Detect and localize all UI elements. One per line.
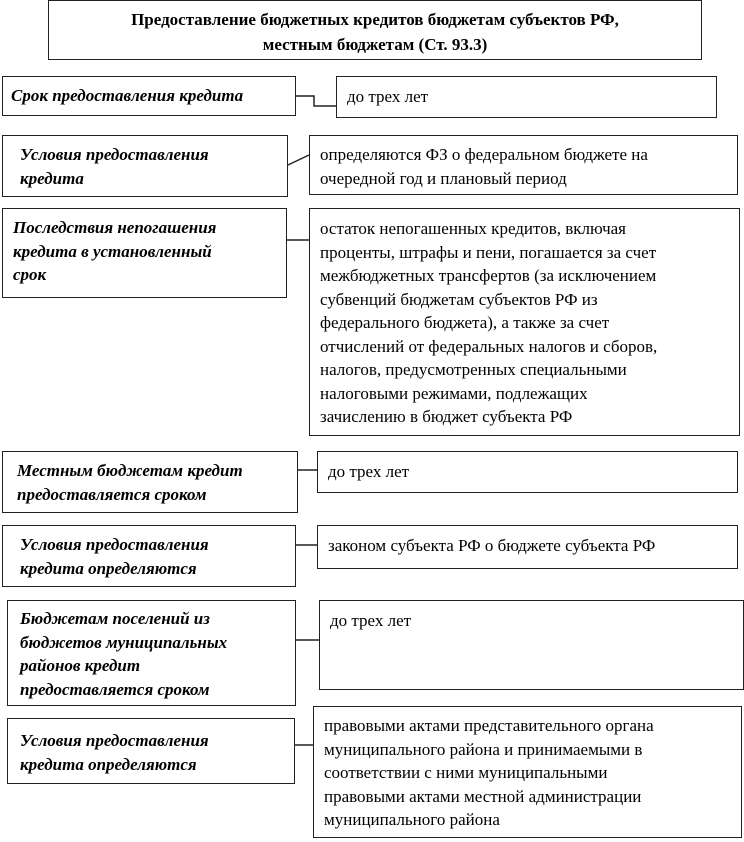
value-line: межбюджетных трансфертов (за исключением xyxy=(320,266,657,285)
title-line-1: Предоставление бюджетных кредитов бюджетам субъектов РФ, xyxy=(131,10,619,29)
value-line: правовыми актами представительного органа xyxy=(324,716,654,735)
value-line: субвенций бюджетам субъектов РФ из xyxy=(320,289,598,309)
label-line: предоставляется сроком xyxy=(20,679,210,699)
value-line: до трех лет xyxy=(328,462,410,481)
value-line: налоговыми режимами, подлежащих xyxy=(320,383,588,403)
label-line: Условия предоставления xyxy=(20,731,209,750)
label-line: Срок предоставления кредита xyxy=(11,86,244,105)
value-line: остаток непогашенных кредитов, включая xyxy=(320,219,626,238)
label-line: срок xyxy=(13,265,47,284)
connector-row-2 xyxy=(288,155,309,165)
label-line: Последствия непогашения xyxy=(13,218,217,237)
value-line: законом субъекта РФ о бюджете субъекта РФ xyxy=(328,536,656,555)
label-line: кредита определяются xyxy=(20,558,197,578)
label-line: Бюджетам поселений из xyxy=(20,609,210,628)
label-line: кредита определяются xyxy=(20,754,197,774)
value-line: до трех лет xyxy=(347,87,429,106)
value-line: правовыми актами местной администрации xyxy=(324,786,642,806)
label-line: кредита в установленный xyxy=(13,241,212,261)
label-line: бюджетов муниципальных xyxy=(20,632,228,652)
value-line: зачислению в бюджет субъекта РФ xyxy=(320,407,573,426)
value-line: соответствии с ними муниципальными xyxy=(324,763,608,782)
value-line: определяются ФЗ о федеральном бюджете на xyxy=(320,145,648,164)
label-line: кредита xyxy=(20,168,84,188)
label-line: Условия предоставления xyxy=(20,535,209,554)
value-line: муниципального района и принимаемыми в xyxy=(324,739,643,759)
title-line-2: местным бюджетам (Ст. 93.3) xyxy=(262,35,488,54)
label-line: предоставляется сроком xyxy=(17,484,207,504)
value-line: проценты, штрафы и пени, погашается за счет xyxy=(320,242,657,262)
value-line: отчислений от федеральных налогов и сборов, xyxy=(320,336,658,356)
label-line: районов кредит xyxy=(20,656,141,675)
value-line: до трех лет xyxy=(330,611,412,630)
label-line: Условия предоставления xyxy=(20,145,209,164)
value-line: федерального бюджета), а также за счет xyxy=(320,313,610,332)
value-line: муниципального района xyxy=(324,810,500,829)
label-line: Местным бюджетам кредит xyxy=(17,461,243,480)
value-line: налогов, предусмотренных специальными xyxy=(320,360,627,379)
connector-row-1 xyxy=(296,96,336,106)
value-line: очередной год и плановый период xyxy=(320,168,567,188)
